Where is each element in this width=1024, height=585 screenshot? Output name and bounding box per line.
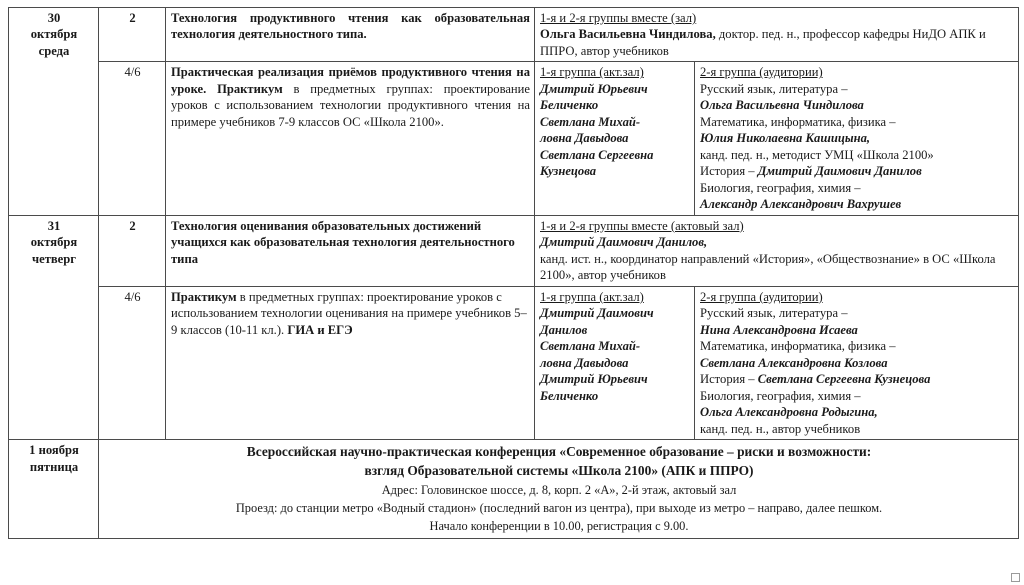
presenter-name: Дмитрий Даимович Данилов, bbox=[540, 235, 708, 250]
group1-name-line: Дмитрий Даимович bbox=[540, 306, 654, 321]
subject-line: Русский язык, литература – bbox=[700, 81, 848, 96]
date-weekday: четверг bbox=[32, 251, 76, 266]
group1-name-line: Беличенко bbox=[540, 388, 599, 403]
hours-cell-day1-s2: 4/6 bbox=[99, 62, 166, 215]
presenter-credentials: канд. ист. н., координатор направлений «История», «Обществознание» в ОС «Школа 2100», автор учебников bbox=[540, 251, 996, 283]
group1-name-line: Беличенко bbox=[540, 98, 599, 113]
group2-cell-day1 bbox=[695, 62, 1019, 215]
date-cell-day2 bbox=[9, 215, 99, 439]
topic-tail: в предметных группах: проектирование уроков с использованием технологии оценивания на примере учебников 5–9 классов (10-11 кл.). bbox=[171, 289, 527, 337]
hours-cell-day2-s1: 2 bbox=[99, 215, 166, 286]
subject-label: История – bbox=[700, 372, 758, 387]
group1-header: 1-я группа (акт.зал) bbox=[540, 65, 644, 80]
conference-title-line2: взгляд Образовательной системы «Школа 2100» (АПК и ППРО) bbox=[364, 463, 754, 479]
group1-name-line: ловна Давыдова bbox=[540, 355, 629, 370]
merged-group-cell-day2-s1 bbox=[535, 215, 1019, 286]
conference-title-line1: Всероссийская научно-практическая конференция «Современное образование – риски и возможности: bbox=[246, 444, 872, 460]
group1-name-line: Дмитрий Юрьевич bbox=[540, 81, 648, 96]
teacher-credentials: канд. пед. н., автор учебников bbox=[700, 421, 861, 436]
merged-group-cell-day1-s1 bbox=[535, 8, 1019, 62]
table-row bbox=[9, 8, 1019, 62]
topic-cell-day1-s2 bbox=[166, 62, 535, 215]
topic-cell-day2-s2 bbox=[166, 286, 535, 439]
conference-directions: Проезд: до станции метро «Водный стадион» (последний вагон из центра), при выходе из метро – направо, далее пешком. bbox=[235, 501, 883, 516]
date-month: октября bbox=[30, 27, 78, 42]
date-month: октября bbox=[30, 235, 78, 250]
topic-tail-bold: ГИА и ЕГЭ bbox=[287, 322, 353, 337]
subject-line: Биология, география, химия – bbox=[700, 388, 861, 403]
teacher-name: Александр Александрович Вахрушев bbox=[700, 197, 902, 212]
group2-header: 2-я группа (аудитории) bbox=[700, 289, 823, 304]
conference-info-cell bbox=[99, 440, 1019, 539]
resize-handle-icon[interactable] bbox=[1011, 573, 1020, 582]
group2-cell-day2 bbox=[695, 286, 1019, 439]
group1-cell-day1 bbox=[535, 62, 695, 215]
subject-line: Математика, информатика, физика – bbox=[700, 114, 896, 129]
group1-name-line: Данилов bbox=[540, 322, 588, 337]
group1-cell-day2 bbox=[535, 286, 695, 439]
teacher-name: Светлана Сергеевна Кузнецова bbox=[757, 372, 931, 387]
subject-label: История – bbox=[700, 164, 758, 179]
subject-line-inline bbox=[700, 371, 1014, 387]
group2-header: 2-я группа (аудитории) bbox=[700, 65, 823, 80]
date-cell-footer bbox=[9, 440, 99, 539]
subject-line-inline bbox=[700, 163, 1014, 179]
topic-lead: Практическая реализация приёмов продуктивного чтения на уроке. Практикум bbox=[171, 65, 530, 96]
teacher-name: Дмитрий Даимович Данилов bbox=[757, 164, 922, 179]
teacher-name: Нина Александровна Исаева bbox=[700, 322, 858, 337]
topic-tail: в предметных группах: проектирование уроков с использованием технологии продуктивного чтения на примере учебников 7-9 классов ОС «Школа 2100». bbox=[171, 81, 531, 129]
table-row bbox=[9, 286, 1019, 439]
teacher-name: Ольга Александровна Родыгина, bbox=[700, 405, 878, 420]
date-cell-day1 bbox=[9, 8, 99, 216]
teacher-name: Юлия Николаевна Кашицына, bbox=[700, 131, 871, 146]
subject-line: Русский язык, литература – bbox=[700, 306, 848, 321]
topic-cell-day1-s1: Технология продуктивного чтения как образовательная технология деятельностного типа. bbox=[166, 8, 535, 62]
group-header-merged: 1-я и 2-я группы вместе (актовый зал) bbox=[540, 218, 744, 233]
date-weekday: среда bbox=[38, 43, 70, 58]
group1-name-line: Светлана Михай- bbox=[540, 114, 641, 129]
topic-lead: Практикум bbox=[171, 289, 237, 304]
teacher-name: Светлана Александровна Козлова bbox=[700, 355, 888, 370]
conference-start-time: Начало конференции в 10.00, регистрация с 9.00. bbox=[429, 519, 689, 534]
teacher-name: Ольга Васильевна Чиндилова bbox=[700, 98, 864, 113]
subject-line: Биология, география, химия – bbox=[700, 180, 861, 195]
date-day: 31 bbox=[47, 218, 61, 233]
conference-address: Адрес: Головинское шоссе, д. 8, корп. 2 «А», 2-й этаж, актовый зал bbox=[381, 483, 737, 498]
group1-name-line: Кузнецова bbox=[540, 164, 597, 179]
date-weekday: пятница bbox=[29, 459, 79, 474]
group-header-merged: 1-я и 2-я группы вместе (зал) bbox=[540, 11, 697, 25]
subject-line: Математика, информатика, физика – bbox=[700, 339, 896, 354]
schedule-table bbox=[8, 7, 1019, 539]
topic-cell-day2-s1: Технология оценивания образовательных достижений учащихся как образовательная технология деятельностного типа bbox=[166, 215, 535, 286]
group1-name-line: Дмитрий Юрьевич bbox=[540, 372, 648, 387]
teacher-credentials: канд. пед. н., методист УМЦ «Школа 2100» bbox=[700, 147, 934, 162]
date-day: 1 ноября bbox=[29, 443, 79, 458]
presenter-credentials: доктор. пед. н., профессор кафедры НиДО АПК и ППРО, автор учебников bbox=[540, 27, 986, 58]
table-row bbox=[9, 215, 1019, 286]
group1-header: 1-я группа (акт.зал) bbox=[540, 289, 644, 304]
table-row-footer bbox=[9, 440, 1019, 539]
hours-cell-day2-s2: 4/6 bbox=[99, 286, 166, 439]
presenter-name: Ольга Васильевна Чиндилова, bbox=[540, 27, 716, 42]
group1-name-line: Светлана Михай- bbox=[540, 339, 641, 354]
group1-name-line: Светлана Сергеевна bbox=[540, 147, 654, 162]
date-day: 30 bbox=[47, 11, 61, 25]
hours-cell-day1-s1: 2 bbox=[99, 8, 166, 62]
group1-name-line: ловна Давыдова bbox=[540, 131, 629, 146]
table-row bbox=[9, 62, 1019, 215]
